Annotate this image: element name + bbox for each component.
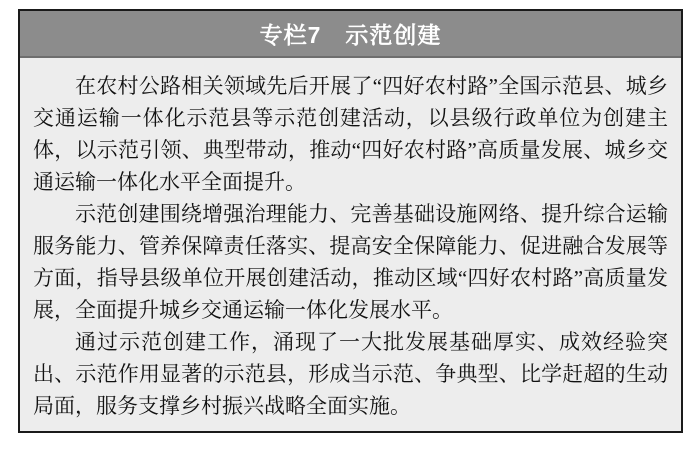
- paragraph: 在农村公路相关领域先后开展了“四好农村路”全国示范县、城乡交通运输一体化示范县等示范创建活动，以县级行政单位为创建主体，以示范引领、典型带动，推动“四好农村路”高质量发展、城乡交通运输一体化水平全面提升。: [33, 74, 668, 194]
- paragraph: 通过示范创建工作，涌现了一大批发展基础厚实、成效经验突出、示范作用显著的示范县，形成当示范、争典型、比学赶超的生动局面，服务支撑乡村振兴战略全面实施。: [33, 330, 668, 418]
- feature-box-title: 专栏7 示范创建: [259, 22, 442, 48]
- feature-box-header: [20, 11, 681, 58]
- paragraph: 示范创建围绕增强治理能力、完善基础设施网络、提升综合运输服务能力、管养保障责任落实、提高安全保障能力、促进融合发展等方面，指导县级单位开展创建活动，推动区域“四好农村路”高质量发展，全面提升城乡交通运输一体化发展水平。: [33, 202, 668, 322]
- feature-box-body: [20, 58, 681, 431]
- feature-box: [18, 9, 683, 433]
